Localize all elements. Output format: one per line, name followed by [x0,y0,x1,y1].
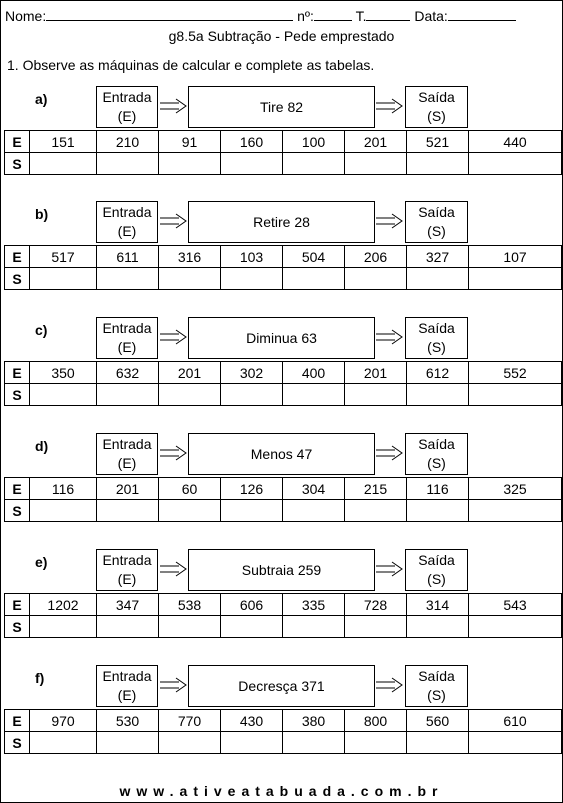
exercise-block-2 [1,201,562,293]
input-box-label: Entrada [102,320,152,336]
input-value-cell: 517 [30,246,97,268]
arrow-right-icon [159,98,187,114]
output-box-symbol: (S) [427,687,446,703]
answer-cell[interactable] [469,500,562,522]
row-label-s: S [5,268,30,290]
arrow-right-icon [375,561,403,577]
number-field[interactable] [314,8,352,21]
answer-cell[interactable] [97,616,159,638]
input-value-cell: 60 [159,478,221,500]
answer-cell[interactable] [407,153,469,175]
input-value-cell: 552 [469,362,562,384]
operation-text: Tire 82 [259,98,304,115]
input-value-cell: 610 [469,710,562,732]
input-row [5,131,562,153]
answer-cell[interactable] [407,616,469,638]
output-box [405,86,468,128]
answer-cell[interactable] [97,732,159,754]
answer-cell[interactable] [283,268,345,290]
answer-cell[interactable] [283,500,345,522]
output-box-label: Saída [418,89,455,105]
row-label-s: S [5,500,30,522]
answer-cell[interactable] [345,384,407,406]
operation-text: Decresça 371 [238,677,325,694]
output-box [405,317,468,359]
answer-cell[interactable] [283,384,345,406]
input-row [5,362,562,384]
input-value-cell: 304 [283,478,345,500]
answer-cell[interactable] [159,732,221,754]
input-value-cell: 543 [469,594,562,616]
answer-cell[interactable] [97,268,159,290]
input-value-cell: 160 [221,131,283,153]
answer-cell[interactable] [30,268,97,290]
exercise-table [4,361,562,406]
instruction-text: 1. Observe as máquinas de calcular e complete as tabelas. [7,57,375,73]
input-value-cell: 430 [221,710,283,732]
output-box-label: Saída [418,668,455,684]
input-value-cell: 210 [97,131,159,153]
arrow-right-icon [375,445,403,461]
input-box [96,201,158,243]
exercise-label: c) [35,322,48,338]
input-value-cell: 201 [97,478,159,500]
arrow-right-icon [159,329,187,345]
class-field[interactable] [366,8,410,21]
answer-cell[interactable] [97,384,159,406]
input-value-cell: 632 [97,362,159,384]
arrow-right-icon [375,677,403,693]
input-box-symbol: (E) [117,687,137,703]
output-box-label: Saída [418,552,455,568]
answer-cell[interactable] [469,268,562,290]
answer-cell[interactable] [221,500,283,522]
output-row [5,732,562,754]
input-value-cell: 504 [283,246,345,268]
answer-cell[interactable] [283,616,345,638]
exercise-label: d) [35,438,49,454]
input-value-cell: 201 [345,362,407,384]
answer-cell[interactable] [30,384,97,406]
class-label: T. [355,8,367,24]
input-value-cell: 103 [221,246,283,268]
arrow-right-icon [159,445,187,461]
arrow-right-icon [375,98,403,114]
arrow-right-icon [159,677,187,693]
exercise-block-3 [1,317,562,409]
row-label-s: S [5,384,30,406]
row-label-e: E [5,131,30,153]
arrow-right-icon [375,329,403,345]
output-box-label: Saída [418,320,455,336]
row-label-s: S [5,732,30,754]
input-value-cell: 126 [221,478,283,500]
answer-cell[interactable] [30,153,97,175]
input-box [96,665,158,707]
row-label-e: E [5,710,30,732]
input-value-cell: 201 [345,131,407,153]
input-value-cell: 400 [283,362,345,384]
exercise-block-4 [1,433,562,525]
exercise-label: f) [35,670,45,686]
answer-cell[interactable] [97,500,159,522]
answer-cell[interactable] [159,153,221,175]
input-value-cell: 530 [97,710,159,732]
output-box-symbol: (S) [427,571,446,587]
output-box-symbol: (S) [427,455,446,471]
input-value-cell: 612 [407,362,469,384]
input-value-cell: 325 [469,478,562,500]
arrow-right-icon [159,561,187,577]
input-row [5,710,562,732]
input-box [96,86,158,128]
input-box-symbol: (E) [117,339,137,355]
output-box [405,549,468,591]
output-box [405,433,468,475]
input-box-symbol: (E) [117,108,137,124]
output-row [5,153,562,175]
answer-cell[interactable] [30,732,97,754]
input-value-cell: 107 [469,246,562,268]
answer-cell[interactable] [221,616,283,638]
input-box-label: Entrada [102,89,152,105]
footer-website: www.ativeatabuada.com.br [119,783,444,799]
exercise-label: a) [35,91,48,107]
input-value-cell: 327 [407,246,469,268]
input-box-label: Entrada [102,436,152,452]
input-value-cell: 116 [30,478,97,500]
input-value-cell: 201 [159,362,221,384]
input-value-cell: 970 [30,710,97,732]
answer-cell[interactable] [345,616,407,638]
answer-cell[interactable] [469,732,562,754]
output-row [5,500,562,522]
input-value-cell: 770 [159,710,221,732]
operation-text: Subtraia 259 [241,561,322,578]
operation-box [188,201,375,243]
input-box [96,317,158,359]
answer-cell[interactable] [159,268,221,290]
answer-cell[interactable] [30,616,97,638]
operation-text: Menos 47 [250,445,313,462]
input-value-cell: 606 [221,594,283,616]
input-value-cell: 800 [345,710,407,732]
output-box [405,665,468,707]
input-value-cell: 314 [407,594,469,616]
answer-cell[interactable] [159,616,221,638]
answer-cell[interactable] [345,153,407,175]
input-value-cell: 100 [283,131,345,153]
row-label-e: E [5,594,30,616]
input-box-label: Entrada [102,552,152,568]
input-value-cell: 215 [345,478,407,500]
exercise-table [4,130,562,175]
answer-cell[interactable] [469,153,562,175]
row-label-e: E [5,246,30,268]
row-label-s: S [5,616,30,638]
output-row [5,384,562,406]
exercise-block-6 [1,665,562,757]
row-label-e: E [5,478,30,500]
output-box [405,201,468,243]
input-value-cell: 350 [30,362,97,384]
operation-text: Diminua 63 [246,329,317,346]
answer-cell[interactable] [30,500,97,522]
output-row [5,268,562,290]
input-value-cell: 538 [159,594,221,616]
answer-cell[interactable] [283,732,345,754]
output-box-symbol: (S) [427,339,446,355]
answer-cell[interactable] [345,500,407,522]
input-value-cell: 151 [30,131,97,153]
input-value-cell: 91 [159,131,221,153]
exercise-table [4,477,562,522]
answer-cell[interactable] [97,153,159,175]
operation-text: Retire 28 [253,213,310,230]
input-row [5,594,562,616]
input-box-symbol: (E) [117,223,137,239]
number-label: nº: [297,8,314,24]
row-label-e: E [5,362,30,384]
input-box [96,433,158,475]
name-field[interactable] [46,8,293,21]
input-value-cell: 1202 [30,594,97,616]
answer-cell[interactable] [469,616,562,638]
exercise-table [4,245,562,290]
exercise-block-5 [1,549,562,641]
answer-cell[interactable] [345,268,407,290]
exercise-table [4,593,562,638]
answer-cell[interactable] [407,500,469,522]
operation-box [188,549,375,591]
exercise-table [4,709,562,754]
input-value-cell: 206 [345,246,407,268]
operation-box [188,433,375,475]
row-label-s: S [5,153,30,175]
worksheet-title: g8.5a Subtração - Pede emprestado [168,28,395,44]
date-label: Data: [414,8,448,24]
output-box-symbol: (S) [427,223,446,239]
input-value-cell: 347 [97,594,159,616]
output-box-label: Saída [418,204,455,220]
operation-box [188,86,375,128]
operation-box [188,317,375,359]
input-value-cell: 611 [97,246,159,268]
input-value-cell: 316 [159,246,221,268]
answer-cell[interactable] [159,384,221,406]
input-value-cell: 302 [221,362,283,384]
input-value-cell: 380 [283,710,345,732]
input-value-cell: 116 [407,478,469,500]
input-box-label: Entrada [102,668,152,684]
input-value-cell: 521 [407,131,469,153]
answer-cell[interactable] [469,384,562,406]
input-value-cell: 335 [283,594,345,616]
date-field[interactable] [448,8,516,21]
answer-cell[interactable] [407,384,469,406]
arrow-right-icon [375,213,403,229]
answer-cell[interactable] [407,268,469,290]
output-box-symbol: (S) [427,108,446,124]
input-row [5,246,562,268]
answer-cell[interactable] [345,732,407,754]
input-value-cell: 560 [407,710,469,732]
answer-cell[interactable] [283,153,345,175]
arrow-right-icon [159,213,187,229]
input-box [96,549,158,591]
answer-cell[interactable] [221,268,283,290]
answer-cell[interactable] [159,500,221,522]
input-row [5,478,562,500]
answer-cell[interactable] [221,384,283,406]
input-box-symbol: (E) [117,571,137,587]
answer-cell[interactable] [221,732,283,754]
input-box-symbol: (E) [117,455,137,471]
exercise-label: b) [35,206,49,222]
answer-cell[interactable] [407,732,469,754]
answer-cell[interactable] [221,153,283,175]
input-value-cell: 728 [345,594,407,616]
output-box-label: Saída [418,436,455,452]
input-value-cell: 440 [469,131,562,153]
output-row [5,616,562,638]
input-box-label: Entrada [102,204,152,220]
operation-box [188,665,375,707]
name-label: Nome: [5,8,47,24]
student-header [5,8,516,24]
exercise-label: e) [35,554,48,570]
exercise-block-1 [1,86,562,178]
